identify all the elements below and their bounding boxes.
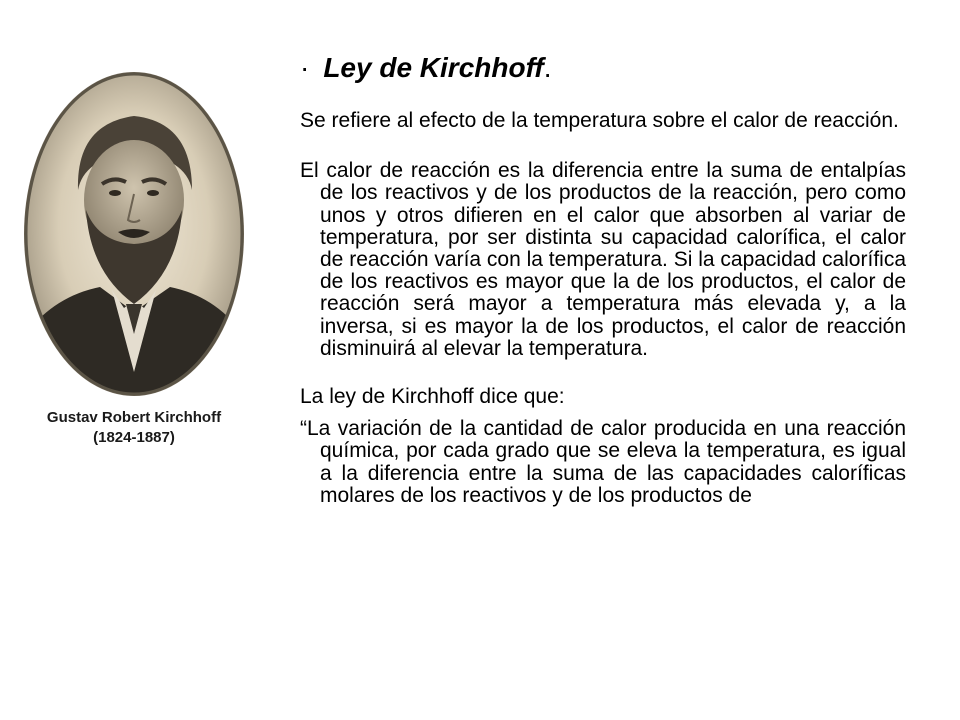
title-bullet: ·: [300, 52, 310, 83]
caption-name: Gustav Robert Kirchhoff: [46, 409, 222, 426]
portrait-caption: [20, 408, 248, 448]
caption-years: (1824-1887): [93, 429, 175, 446]
title-period: .: [543, 52, 552, 83]
slide-title: [300, 48, 906, 88]
paragraph-law-quote: “La variación de la cantidad de calor producida en una reacción química, por cada grado que se eleva la temperatura, es igual a la diferencia entre la suma de las capacidades caloríficas molares de los reactivos y de los productos de: [300, 417, 906, 507]
kirchhoff-portrait: [20, 72, 248, 462]
portrait-image: [20, 72, 248, 412]
paragraph-explanation: El calor de reacción es la diferencia entre la suma de entalpías de los reactivos y de los productos de la reacción, pero como unos y otros difieren en el calor que absorben al variar de temperatura, por ser distinta su capacidad calorífica, el calor de reacción varía con la temperatura. Si la capacidad calorífica de los reactivos es mayor que la de los productos, el calor de reacción será mayor a temperatura más elevada y, a la inversa, si es mayor la de los productos, el calor de reacción disminuirá al elevar la temperatura.: [300, 159, 906, 360]
paragraph-intro: Se refiere al efecto de la temperatura sobre el calor de reacción.: [300, 109, 899, 132]
paragraph-law-intro: La ley de Kirchhoff dice que:: [300, 385, 565, 409]
slide-content: [300, 48, 906, 507]
title-text: Ley de Kirchhoff: [323, 52, 544, 83]
